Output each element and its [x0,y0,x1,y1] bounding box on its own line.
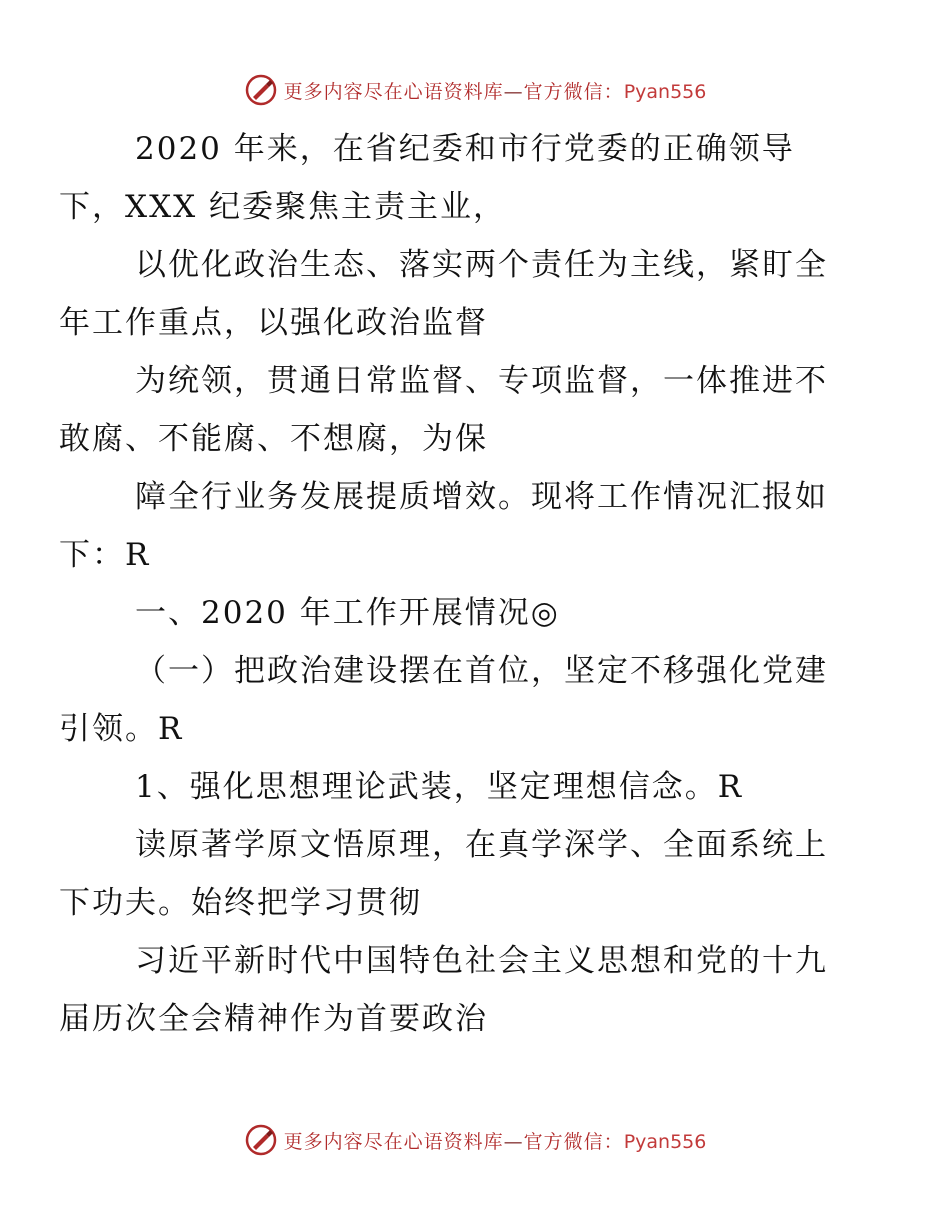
watermark-official: 官方微信： [523,1130,624,1153]
watermark-text [284,1127,707,1154]
footer-watermark [0,1120,950,1160]
watermark-text [284,77,707,104]
header-watermark [0,70,950,110]
text-line: 下功夫。始终把学习贯彻 [59,885,422,921]
text-line: 障全行业务发展提质增效。现将工作情况汇报如 [135,479,828,515]
text-line: 读原著学原文悟原理，在真学深学、全面系统上 [135,827,828,863]
paragraph [59,352,857,468]
text-line: 下，XXX 纪委聚焦主责主业， [59,189,507,225]
paragraph [59,816,857,932]
pen-logo-icon [244,1123,278,1157]
text-line: 下：R [59,537,151,573]
watermark-dash: — [503,1130,524,1153]
watermark-official: 官方微信： [523,80,624,103]
text-line: 届历次全会精神作为首要政治 [59,1001,488,1037]
watermark-handle: Pyan556 [623,1130,707,1153]
text-line: 2020 年来，在省纪委和市行党委的正确领导 [135,131,795,167]
text-line: 敢腐、不能腐、不想腐，为保 [59,421,488,457]
paragraph [59,120,857,236]
pen-logo-icon [244,73,278,107]
subsection-heading [59,642,857,758]
watermark-main: 更多内容尽在心语资料库 [283,1130,504,1153]
item-heading [97,758,857,816]
document-body [59,120,857,1048]
watermark-dash: — [503,80,524,103]
paragraph [59,932,857,1048]
text-line: 以优化政治生态、落实两个责任为主线，紧盯全 [135,247,828,283]
text-line: 引领。R [59,711,184,747]
paragraph [59,236,857,352]
text-line: 一、2020 年工作开展情况◎ [135,595,560,631]
text-line: 习近平新时代中国特色社会主义思想和党的十九 [135,943,828,979]
watermark-handle: Pyan556 [623,80,707,103]
text-line: （一）把政治建设摆在首位，坚定不移强化党建 [135,653,828,689]
watermark-main: 更多内容尽在心语资料库 [283,80,504,103]
text-line: 1、强化思想理论武装，坚定理想信念。R [135,769,744,805]
section-heading [97,584,857,642]
paragraph [59,468,857,584]
text-line: 为统领，贯通日常监督、专项监督，一体推进不 [135,363,828,399]
text-line: 年工作重点，以强化政治监督 [59,305,488,341]
